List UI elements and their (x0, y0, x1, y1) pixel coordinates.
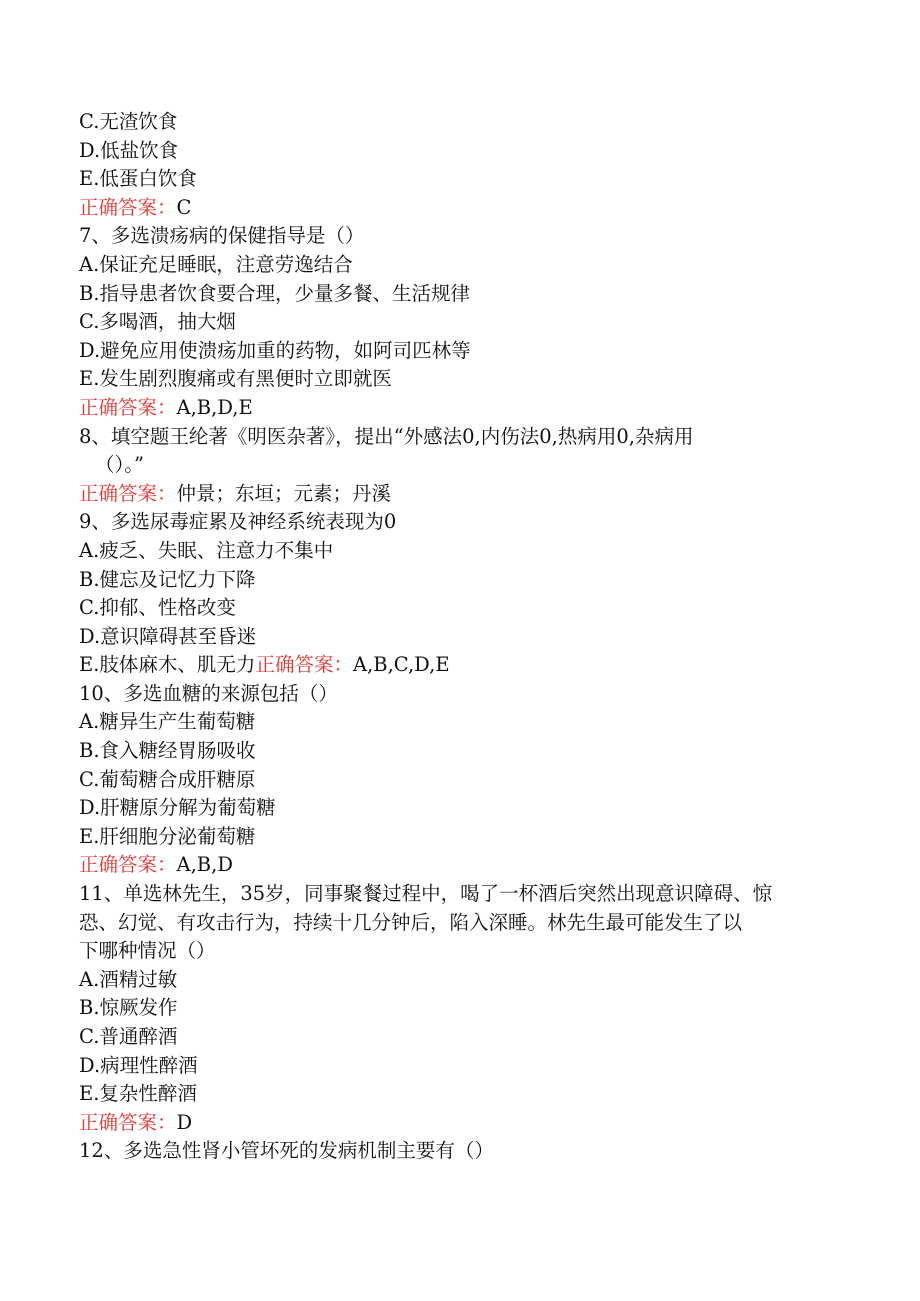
q10-answer-label: 正确答案： (79, 853, 177, 877)
q9-option-b: B.健忘及记忆力下降 (79, 567, 256, 591)
q11-answer (79, 1109, 819, 1138)
q7-option-b: B.指导患者饮食要合理，少量多餐、生活规律 (79, 281, 471, 305)
q8-answer (79, 480, 819, 509)
q10-answer-value: A,B,D (176, 853, 233, 877)
q6-option-d: D.低盐饮食 (79, 138, 179, 162)
q10-option-b: B.食入糖经胃肠吸收 (79, 739, 256, 763)
q7-answer-value: A,B,D,E (176, 395, 253, 419)
q7-option-d: D.避免应用使溃疡加重的药物，如阿司匹林等 (79, 338, 471, 362)
q6-answer (79, 194, 819, 223)
q9-answer-value: A,B,C,D,E (352, 653, 450, 677)
q7-option-c: C.多喝酒，抽大烟 (79, 310, 236, 334)
q11-question-line1: 11、单选林先生，35岁，同事聚餐过程中，喝了一杯酒后突然出现意识障碍、惊 (79, 882, 773, 906)
q10-answer (79, 851, 819, 880)
q11-option-b: B.惊厥发作 (79, 996, 178, 1020)
q9-answer-label: 正确答案： (255, 653, 353, 677)
q11-answer-label: 正确答案： (79, 1110, 177, 1134)
q11-answer-value: D (176, 1110, 193, 1134)
q11-option-d: D.病理性醉酒 (79, 1053, 198, 1077)
q6-answer-value: C (176, 195, 192, 219)
q11-option-c: C.普通醉酒 (79, 1025, 178, 1048)
q8-question-line1: 8、填空题王纶著《明医杂著》，提出“外感法0,内伤法0,热病用0,杂病用 (79, 424, 694, 448)
q7-option-e: E.发生剧烈腹痛或有黑便时立即就医 (79, 367, 392, 391)
q10-option-d: D.肝糖原分解为葡萄糖 (79, 796, 276, 820)
q11-question-line3: 下哪种情况（） (79, 939, 216, 963)
q10-option-e: E.肝细胞分泌葡萄糖 (79, 824, 256, 848)
q9-option-d: D.意识障碍甚至昏迷 (79, 624, 257, 648)
q6-option-e: E.低蛋白饮食 (79, 167, 197, 191)
q9-option-a: A.疲乏、失眠、注意力不集中 (79, 538, 334, 562)
q6-answer-label: 正确答案： (79, 195, 177, 219)
q10-option-a: A.糖异生产生葡萄糖 (79, 710, 256, 734)
q12-question: 12、多选急性肾小管坏死的发病机制主要有（） (79, 1139, 494, 1163)
q7-option-a: A.保证充足睡眠，注意劳逸结合 (79, 252, 353, 276)
q9-question: 9、多选尿毒症累及神经系统表现为0 (79, 510, 397, 534)
q11-option-e: E.复杂性醉酒 (79, 1082, 197, 1106)
q7-answer-label: 正确答案： (79, 395, 177, 419)
q6-option-c: C.无渣饮食 (79, 110, 178, 133)
q11-option-a: A.酒精过敏 (79, 967, 178, 991)
document-page (79, 108, 819, 1166)
q7-answer (79, 394, 819, 423)
q9-option-c: C.抑郁、性格改变 (79, 596, 236, 620)
q10-option-c: C.葡萄糖合成肝糖原 (79, 767, 256, 791)
q9-option-e: E.肢体麻木、肌无力 (79, 653, 256, 677)
q9-option-e-with-answer (79, 651, 819, 680)
q11-question-line2: 恐、幻觉、有攻击行为，持续十几分钟后，陷入深睡。林先生最可能发生了以 (79, 910, 743, 934)
q8-question-line2: （）。” (95, 453, 144, 477)
q8-answer-label: 正确答案： (79, 481, 177, 505)
q8-answer-value: 仲景；东垣；元素；丹溪 (176, 481, 392, 505)
q7-question: 7、多选溃疡病的保健指导是（） (79, 224, 365, 248)
q10-question: 10、多选血糖的来源包括（） (79, 681, 338, 705)
